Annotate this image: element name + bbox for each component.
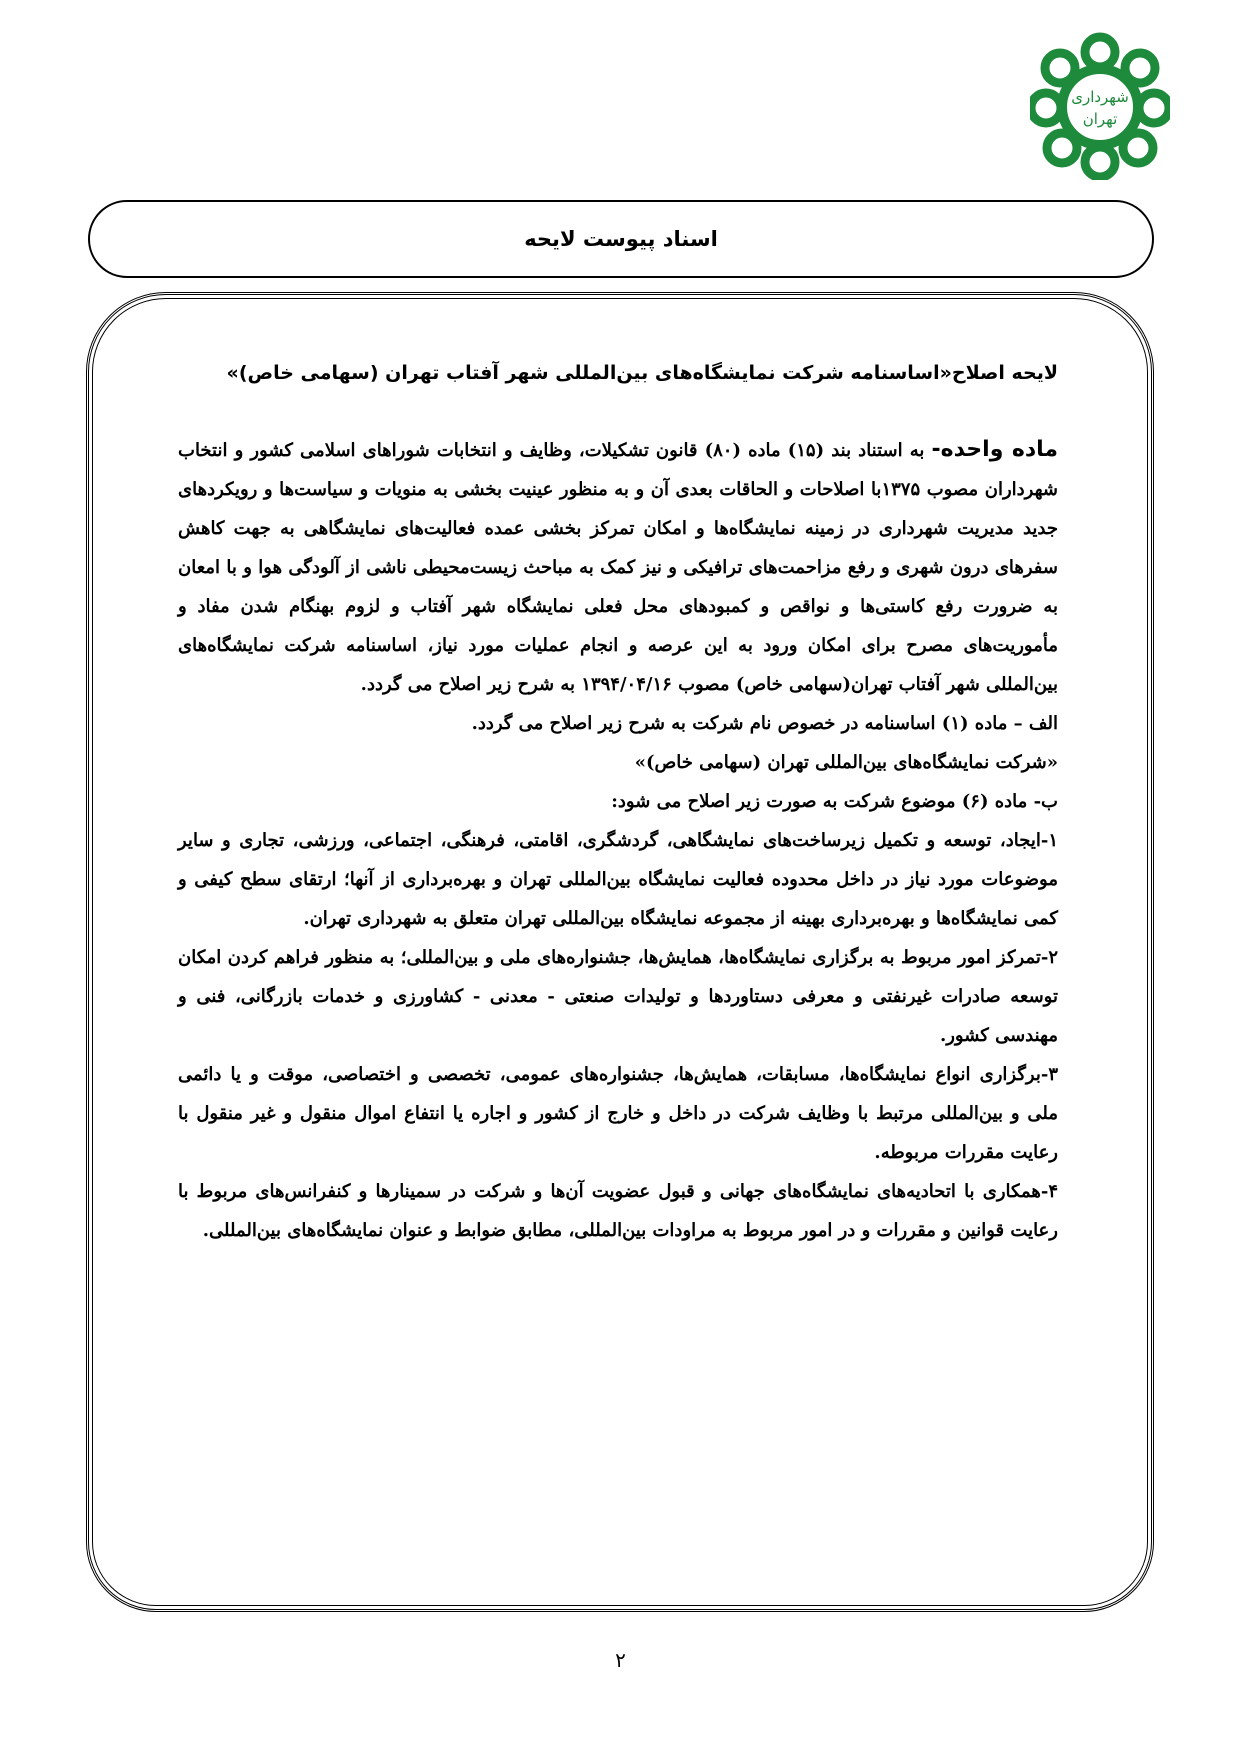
document-body xyxy=(178,350,1058,1250)
article-body: به استناد بند (۱۵) ماده (۸۰) قانون تشکیلات، وظایف و انتخابات شوراهای اسلامی کشور و انتخاب شهرداران مصوب ۱۳۷۵با اصلاحات و الحاقات بعدی آن و به منظور عینیت بخشی به منویات و سیاست‌ها و رویکردهای جدید مدیریت شهرداری در زمینه نمایشگاه‌ها و امکان تمرکز بخشی عمده فعالیت‌های نمایشگاهی به جهت کاهش سفرهای درون شهری و رفع مزاحمت‌های ترافیکی و نیز کمک به مباحث زیست‌محیطی ناشی از آلودگی هوا و با امعان به ضرورت رفع کاستی‌ها و نواقص و کمبودهای محل فعلی نمایشگاه شهر آفتاب و لزوم بهنگام شدن مفاد و مأموریت‌های مصرح برای امکان ورود به این عرصه و انجام عملیات مورد نیاز، اساسنامه شرکت نمایشگاه‌های بین‌المللی شهر آفتاب تهران(سهامی خاص) مصوب ۱۳۹۴/۰۴/۱۶ به شرح زیر اصلاح می گردد. xyxy=(178,440,1058,695)
document-title: لایحه اصلاح«اساسنامه شرکت نمایشگاه‌های بین‌المللی شهر آفتاب تهران (سهامی خاص)» xyxy=(226,362,1058,384)
header-box xyxy=(88,200,1154,278)
tehran-municipality-logo xyxy=(1030,32,1170,180)
article-lead: ماده واحده- xyxy=(931,437,1059,462)
paragraph-item-3: ۳-برگزاری انواع نمایشگاه‌ها، مسابقات، همایش‌ها، جشنواره‌های عمومی، تخصصی و اختصاصی، موقت و یا دائمی ملی و بین‌المللی مرتبط با وظایف شرکت در داخل و خارج از کشور و اجاره یا انتفاع اموال منقول و غیر منقول با رعایت مقررات مربوطه. xyxy=(178,1064,1058,1163)
page-number: ۲ xyxy=(615,1648,626,1672)
paragraph-be: ب- ماده (۶) موضوع شرکت به صورت زیر اصلاح می شود: xyxy=(611,791,1058,812)
paragraph-company-name: «شرکت نمایشگاه‌های بین‌المللی تهران (سهامی خاص)» xyxy=(634,752,1058,773)
svg-text:تهران: تهران xyxy=(1082,110,1118,128)
svg-text:شهرداری: شهرداری xyxy=(1071,88,1129,106)
header-title: اسناد پیوست لایحه xyxy=(524,227,718,251)
paragraph-item-4: ۴-همکاری با اتحادیه‌های نمایشگاه‌های جهانی و قبول عضویت آن‌ها و شرکت در سمینارها و کنفرانس‌های مربوط با رعایت قوانین و مقررات و در امور مربوط به مراودات بین‌المللی، مطابق ضوابط و عنوان نمایشگاه‌های بین‌المللی. xyxy=(178,1181,1058,1241)
paragraph-item-1: ۱-ایجاد، توسعه و تکمیل زیرساخت‌های نمایشگاهی، گردشگری، اقامتی، فرهنگی، اجتماعی، ورزشی، تجاری و سایر موضوعات مورد نیاز در داخل محدوده فعالیت نمایشگاه بین‌المللی تهران و بهره‌برداری از آنها؛ ارتقای سطح کیفی و کمی نمایشگاه‌ها و بهره‌برداری بهینه از مجموعه نمایشگاه بین‌المللی تهران متعلق به شهرداری تهران. xyxy=(178,830,1058,929)
article-paragraph xyxy=(178,430,1058,704)
paragraph-alef: الف – ماده (۱) اساسنامه در خصوص نام شرکت به شرح زیر اصلاح می گردد. xyxy=(471,713,1058,734)
paragraph-item-2: ۲-تمرکز امور مربوط به برگزاری نمایشگاه‌ها، همایش‌ها، جشنواره‌های ملی و بین‌المللی؛ به منظور فراهم کردن امکان توسعه صادرات غیرنفتی و معرفی دستاوردها و تولیدات صنعتی - معدنی - کشاورزی و خدمات بازرگانی، فنی و مهندسی کشور. xyxy=(178,947,1058,1046)
